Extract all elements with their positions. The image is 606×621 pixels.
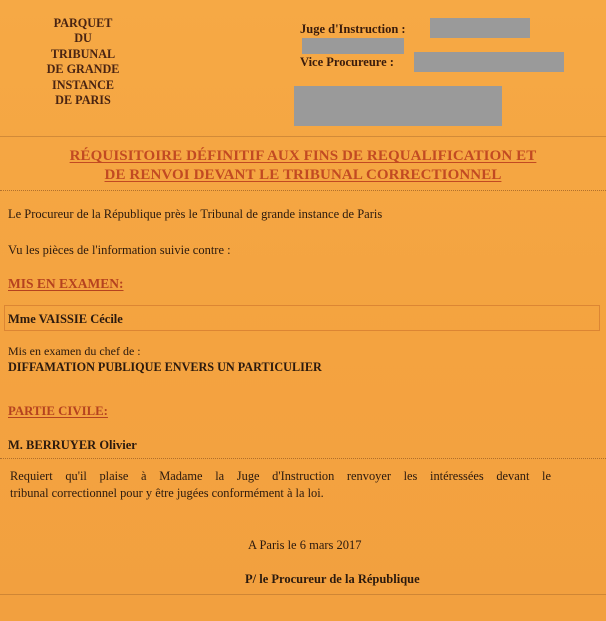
redaction-stamp-block <box>294 86 502 126</box>
name-divider <box>0 458 606 459</box>
document-title-line-1: RÉQUISITOIRE DÉFINITIF AUX FINS DE REQUALIFICATION ET <box>69 148 537 164</box>
mis-en-examen-label: MIS EN EXAMEN: <box>8 276 124 291</box>
partie-civile-label: PARTIE CIVILE: <box>8 404 108 418</box>
chef-value: DIFFAMATION PUBLIQUE ENVERS UN PARTICULIER <box>8 360 322 374</box>
date-line: A Paris le 6 mars 2017 <box>248 538 362 552</box>
partie-civile-name: M. BERRUYER Olivier <box>8 438 137 452</box>
redaction-juge-name <box>430 18 530 38</box>
vice-procureure-label: Vice Procureure : <box>300 55 394 69</box>
header-divider <box>0 136 606 137</box>
document-title-line-2: DE RENVOI DEVANT LE TRIBUNAL CORRECTIONNEL <box>104 167 502 183</box>
requiert-line-1: Requiert qu'il plaise à Madame la Juge d'Instruction renvoyer les intéressées devant le <box>10 469 551 483</box>
intro-text: Le Procureur de la République près le Tribunal de grande instance de Paris <box>8 207 383 221</box>
requiert-line-2: tribunal correctionnel pour y être jugées conformément à la loi. <box>10 486 324 500</box>
redaction-procureure-name <box>414 52 564 72</box>
signature-line: P/ le Procureur de la République <box>245 572 420 586</box>
parquet-line: DE GRANDE <box>46 62 120 77</box>
title-divider <box>0 190 606 191</box>
vu-text: Vu les pièces de l'information suivie contre : <box>8 243 231 257</box>
footer-divider <box>0 594 606 595</box>
parquet-block <box>28 16 138 108</box>
parquet-line: DU <box>74 31 92 46</box>
parquet-line: INSTANCE <box>51 77 115 92</box>
requiert-paragraph <box>10 468 551 502</box>
redaction-juge-name-2 <box>302 38 404 54</box>
parquet-line: PARQUET <box>53 16 113 30</box>
parquet-line: TRIBUNAL <box>50 46 116 61</box>
juge-instruction-label: Juge d'Instruction : <box>300 22 406 36</box>
mis-en-examen-name: Mme VAISSIE Cécile <box>8 312 123 326</box>
chef-label: Mis en examen du chef de : <box>8 344 141 358</box>
parquet-line: DE PARIS <box>55 93 111 108</box>
